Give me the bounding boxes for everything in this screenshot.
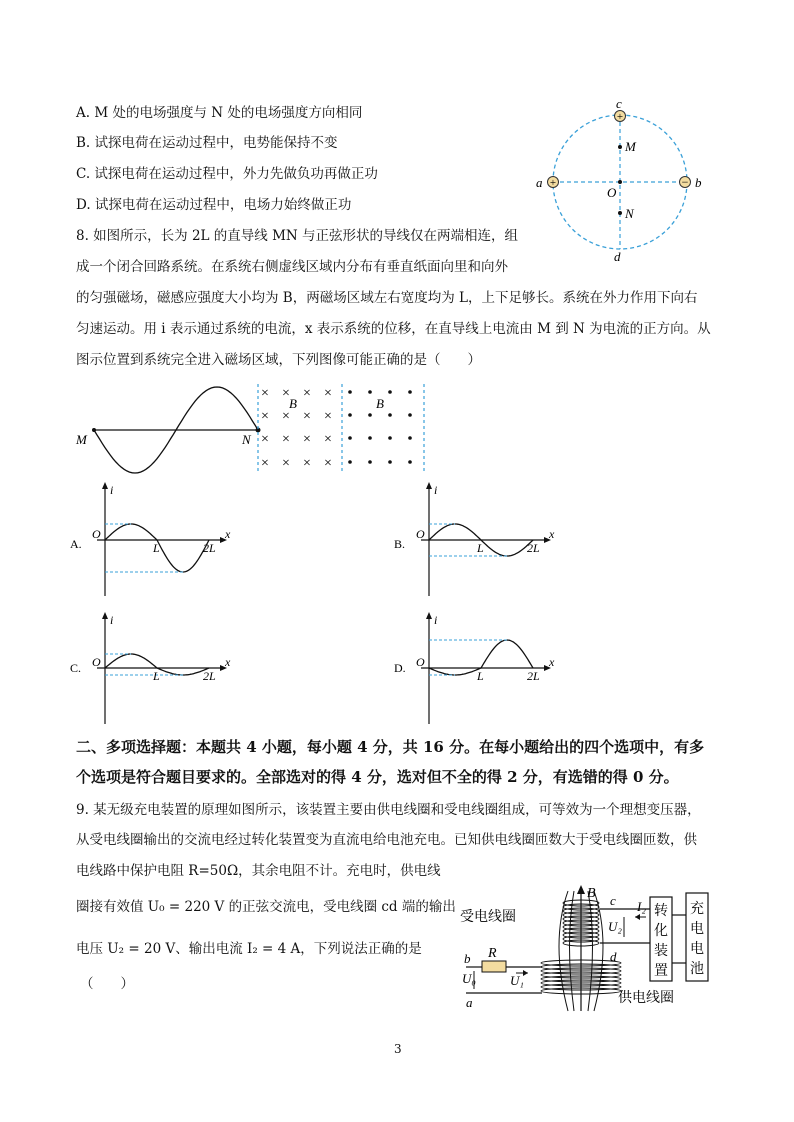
q8-graph-a [70, 480, 250, 605]
q8-graph-c [70, 610, 250, 735]
q9-converter-1: 转 [654, 904, 668, 919]
q8-circuit-figure [74, 378, 434, 478]
i-axis-label: i [434, 483, 438, 497]
q9-battery-3: 电 [690, 942, 704, 957]
field-out-of-page-mark [388, 390, 392, 394]
q9-label-U1: U₁ [510, 973, 524, 988]
field-out-of-page-mark [368, 390, 372, 394]
i-axis-arrow [102, 612, 108, 619]
field-out-of-page-mark [388, 436, 392, 440]
svg-text:+: + [616, 111, 624, 123]
field-out-of-page-mark [408, 460, 412, 464]
field-into-page-mark: × [282, 386, 290, 401]
q7-option-c: C. 试探电荷在运动过程中，外力先做负功再做正功 [76, 166, 378, 182]
q7-option-a: A. M 处的电场强度与 N 处的电场强度方向相同 [76, 105, 363, 121]
q9-converter-3: 装 [654, 944, 668, 959]
q8-label-M: M [76, 432, 87, 447]
x-axis-label: x [225, 527, 231, 541]
q9-converter-4: 置 [654, 964, 668, 979]
field-into-page-mark: × [303, 386, 311, 401]
field-out-of-page-mark [388, 413, 392, 417]
field-into-page-mark: × [282, 432, 290, 447]
option-label: D. [394, 661, 406, 675]
q9-converter-2: 化 [654, 924, 668, 939]
tick-label-2L: 2L [527, 541, 540, 555]
q8-line-2: 成一个闭合回路系统。在系统右侧虚线区域内分布有垂直纸面向里和向外 [76, 259, 508, 275]
q9-label-receiver: 受电线圈 [460, 910, 516, 925]
x-axis-label: x [549, 655, 555, 669]
q8-label-B1: B [289, 396, 297, 411]
option-label: C. [70, 661, 82, 675]
field-into-page-mark: × [261, 386, 269, 401]
field-into-page-mark: × [261, 409, 269, 424]
i-axis-label: i [434, 613, 438, 627]
field-into-page-mark: × [282, 409, 290, 424]
tick-label-L: L [153, 669, 160, 683]
q9-label-U2: U₂ [608, 919, 622, 934]
field-out-of-page-mark [388, 460, 392, 464]
tick-label-2L: 2L [203, 541, 216, 555]
q9-label-a: a [466, 995, 473, 1010]
q9-line-2: 从受电线圈输出的交流电经过转化装置变为直流电给电池充电。已知供电线圈匝数大于受电线圈匝数，供 [76, 832, 697, 848]
option-label: B. [394, 537, 406, 551]
field-out-of-page-mark [408, 413, 412, 417]
q9-line-5: 电压 U₂ = 20 V、输出电流 I₂ = 4 A，下列说法正确的是 [76, 941, 422, 957]
q9-battery-1: 充 [690, 902, 704, 917]
q9-line-1: 9. 某无级充电装置的原理如图所示，该装置主要由供电线圈和受电线圈组成，可等效为一个理想变压器， [76, 802, 701, 818]
q7-label-c: c [616, 96, 622, 111]
q8-line-3: 的匀强磁场，磁感应强度大小均为 B，两磁场区域左右宽度均为 L，上下足够长。系统在外力作用下向右 [76, 290, 698, 306]
q9-label-R: R [488, 946, 497, 961]
q7-label-b: b [695, 175, 702, 190]
svg-text:+: + [549, 177, 557, 189]
q8-label-N: N [242, 432, 251, 447]
tick-label-L: L [477, 669, 484, 683]
field-out-of-page-mark [368, 460, 372, 464]
q9-label-B: B [587, 886, 596, 901]
origin-label: O [416, 527, 425, 541]
field-into-page-mark: × [261, 456, 269, 471]
q9-label-d: d [610, 949, 617, 964]
q7-option-d: D. 试探电荷在运动过程中，电场力始终做正功 [76, 197, 352, 213]
q9-line-3: 电线路中保护电阻 R=50Ω，其余电阻不计。充电时，供电线 [76, 863, 441, 879]
q9-battery-4: 池 [690, 962, 704, 977]
field-into-page-mark: × [324, 456, 332, 471]
field-into-page-mark: × [261, 432, 269, 447]
field-out-of-page-mark [348, 390, 352, 394]
i-axis-label: i [110, 483, 114, 497]
q9-line-6: （ ） [80, 976, 134, 992]
field-into-page-mark: × [324, 409, 332, 424]
q8-line-5: 图示位置到系统完全进入磁场区域，下列图像可能正确的是（ ） [76, 352, 481, 368]
q7-option-b: B. 试探电荷在运动过程中，电势能保持不变 [76, 135, 338, 151]
q9-transformer-figure [460, 885, 740, 1015]
x-axis-label: x [549, 527, 555, 541]
section2-heading-line2: 个选项是符合题目要求的。全部选对的得 4 分，选对但不全的得 2 分，有选错的得 0 分。 [76, 768, 679, 786]
field-into-page-mark: × [303, 432, 311, 447]
q7-label-a: a [536, 175, 543, 190]
tick-label-L: L [477, 541, 484, 555]
field-out-of-page-mark [368, 436, 372, 440]
field-into-page-mark: × [324, 432, 332, 447]
q9-label-c: c [610, 893, 616, 908]
field-into-page-mark: × [282, 456, 290, 471]
field-into-page-mark: × [303, 456, 311, 471]
svg-text:−: − [681, 175, 689, 189]
q7-label-N: N [625, 206, 634, 221]
origin-label: O [416, 655, 425, 669]
q9-battery-2: 电 [690, 922, 704, 937]
q7-label-d: d [614, 249, 621, 264]
field-out-of-page-mark [408, 436, 412, 440]
q9-label-supplier: 供电线圈 [618, 991, 674, 1006]
page-number: 3 [394, 1042, 402, 1056]
q8-line-1: 8. 如图所示，长为 2L 的直导线 MN 与正弦形状的导线仅在两端相连，组 [76, 228, 519, 244]
q9-line-4: 圈接有效值 U₀ = 220 V 的正弦交流电，受电线圈 cd 端的输出 [76, 899, 456, 915]
q9-label-b: b [464, 951, 471, 966]
q8-label-B2: B [376, 396, 384, 411]
q8-graph-b [394, 480, 574, 605]
field-out-of-page-mark [368, 413, 372, 417]
field-out-of-page-mark [348, 413, 352, 417]
tick-label-2L: 2L [203, 669, 216, 683]
field-out-of-page-mark [348, 436, 352, 440]
i-axis-arrow [426, 612, 432, 619]
q7-circle-figure [530, 95, 720, 265]
tick-label-L: L [153, 541, 160, 555]
option-label: A. [70, 537, 82, 551]
field-out-of-page-mark [408, 390, 412, 394]
field-into-page-mark: × [303, 409, 311, 424]
origin-label: O [92, 527, 101, 541]
tick-label-2L: 2L [527, 669, 540, 683]
q7-label-O: O [607, 185, 617, 200]
field-out-of-page-mark [348, 460, 352, 464]
i-axis-arrow [102, 482, 108, 489]
i-axis-arrow [426, 482, 432, 489]
field-into-page-mark: × [324, 386, 332, 401]
q9-label-U0: U₀ [462, 971, 476, 986]
q7-label-M: M [625, 139, 636, 154]
q8-graph-d [394, 610, 574, 735]
x-axis-label: x [225, 655, 231, 669]
q9-label-I2: I₂ [637, 899, 646, 914]
origin-label: O [92, 655, 101, 669]
section2-heading-line1: 二、多项选择题：本题共 4 小题，每小题 4 分，共 16 分。在每小题给出的四个选项中，有多 [76, 738, 705, 756]
i-axis-label: i [110, 613, 114, 627]
q8-line-4: 匀速运动。用 i 表示通过系统的电流，x 表示系统的位移，在直导线上电流由 M 到 N 为电流的正方向。从 [76, 321, 711, 337]
